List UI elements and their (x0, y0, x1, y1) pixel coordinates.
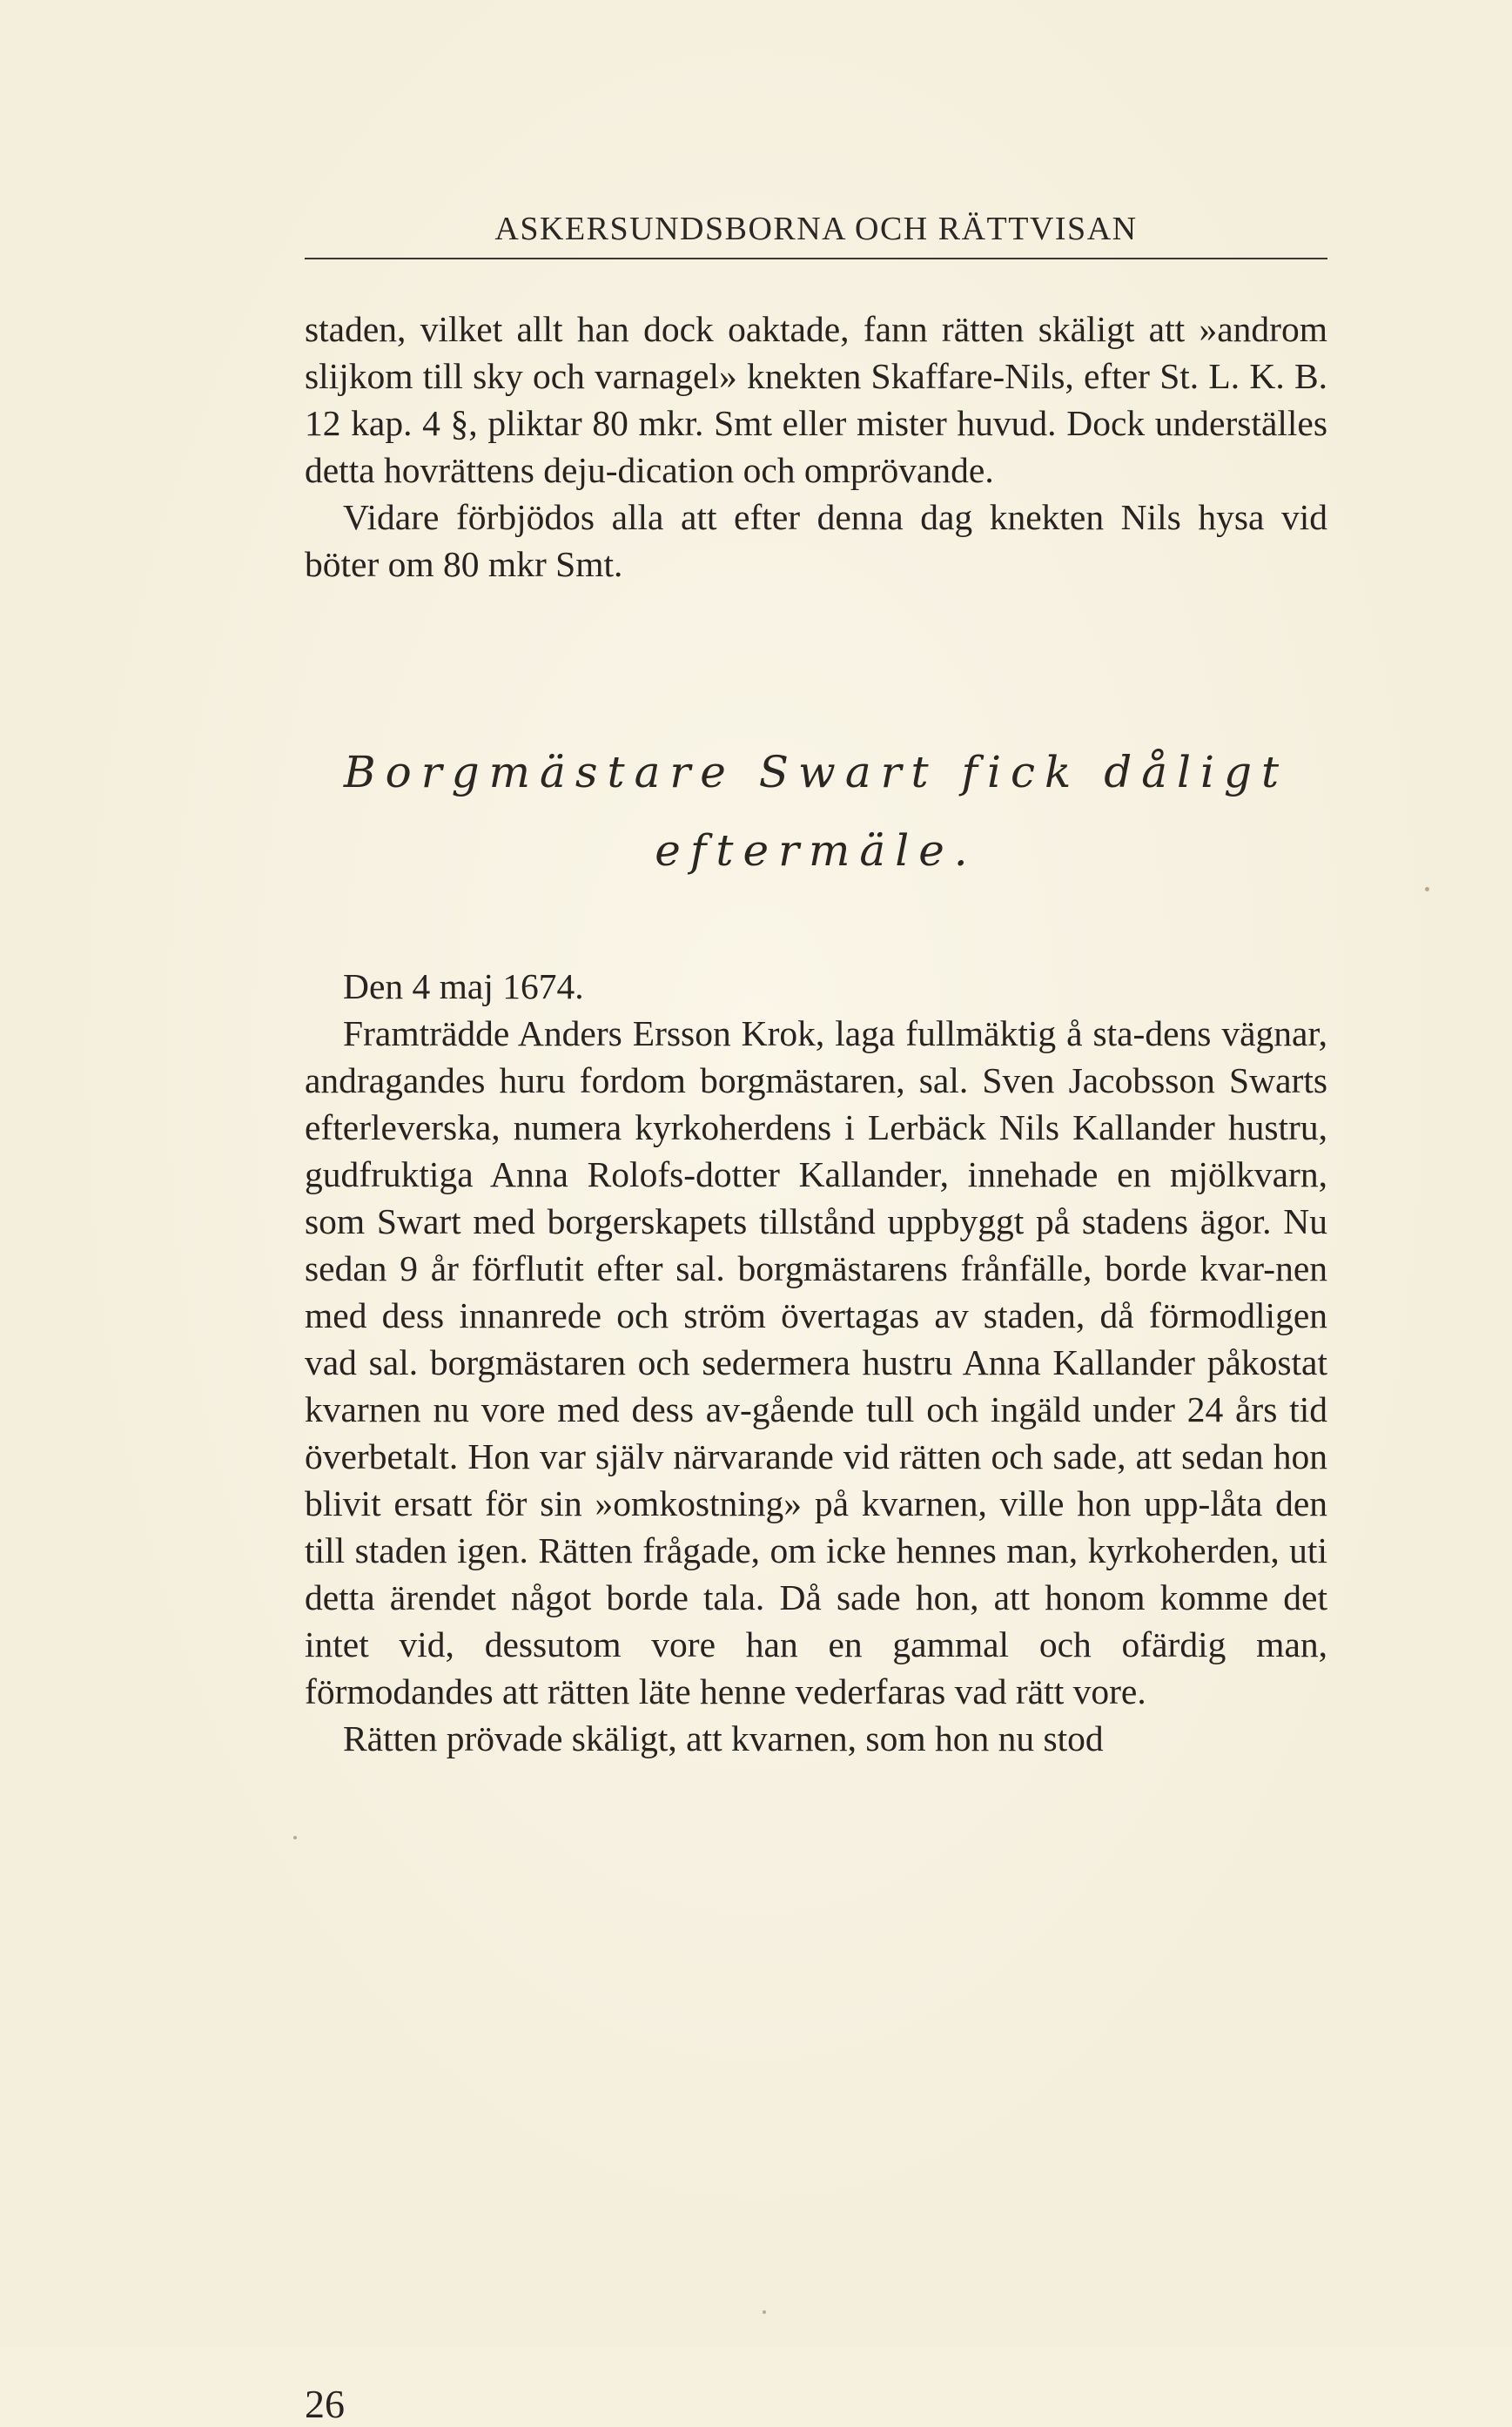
running-head: ASKERSUNDSBORNA OCH RÄTTVISAN (494, 211, 1138, 247)
section-heading-line-1: Borgmästare Swart fick dåligt (343, 747, 1289, 797)
paper-speck (293, 1836, 297, 1839)
paragraph: staden, vilket allt han dock oaktade, fann rätten skäligt att »androm slijkom till sky och varnagel» knekten Skaffare-Nils, efter St. L. K. B. 12 kap. 4 §, pliktar 80 mkr. Smt eller mister huvud. Dock underställes detta hovrättens deju-dication och omprövande. (305, 309, 1327, 490)
paragraph: Vidare förbjödos alla att efter denna dag knekten Nils hysa vid böter om 80 mkr Smt. (305, 497, 1327, 584)
page-number: 26 (305, 2382, 345, 2426)
paragraph-date: Den 4 maj 1674. (343, 966, 584, 1006)
paragraph: Rätten prövade skäligt, att kvarnen, som hon nu stod (343, 1718, 1104, 1758)
paper-speck (763, 2310, 766, 2314)
text-block-bottom (305, 963, 1327, 1762)
paragraph: Framträdde Anders Ersson Krok, laga fullmäktig å sta-dens vägnar, andragandes huru fordom borgmästaren, sal. Sven Jacobsson Swarts efterleverska, numera kyrkoherdens i Lerbäck Nils Kallander hustru, gudfruktiga Anna Rolofs-dotter Kallander, innehade en mjölkvarn, som Swart med borgerskapets tillstånd uppbyggt på stadens ägor. Nu sedan 9 år förflutit efter sal. borgmästarens frånfälle, borde kvar-nen med dess innanrede och ström övertagas av staden, då förmodligen vad sal. borgmästaren och sedermera hustru Anna Kallander påkostat kvarnen nu vore med dess av-gående tull och ingäld under 24 års tid överbetalt. Hon var själv närvarande vid rätten och sade, att sedan hon blivit ersatt för sin »omkostning» på kvarnen, ville hon upp-låta den till staden igen. Rätten frågade, om icke hennes man, kyrkoherden, uti detta ärendet något borde tala. Då sade hon, att honom komme det intet vid, dessutom vore han en gammal och ofärdig man, förmodandes att rätten läte henne vederfaras vad rätt vore. (305, 1013, 1327, 1711)
header-rule (305, 258, 1327, 259)
text-block-top (305, 306, 1327, 588)
paper-speck (1425, 887, 1429, 891)
section-heading-line-2: eftermäle. (655, 825, 978, 876)
